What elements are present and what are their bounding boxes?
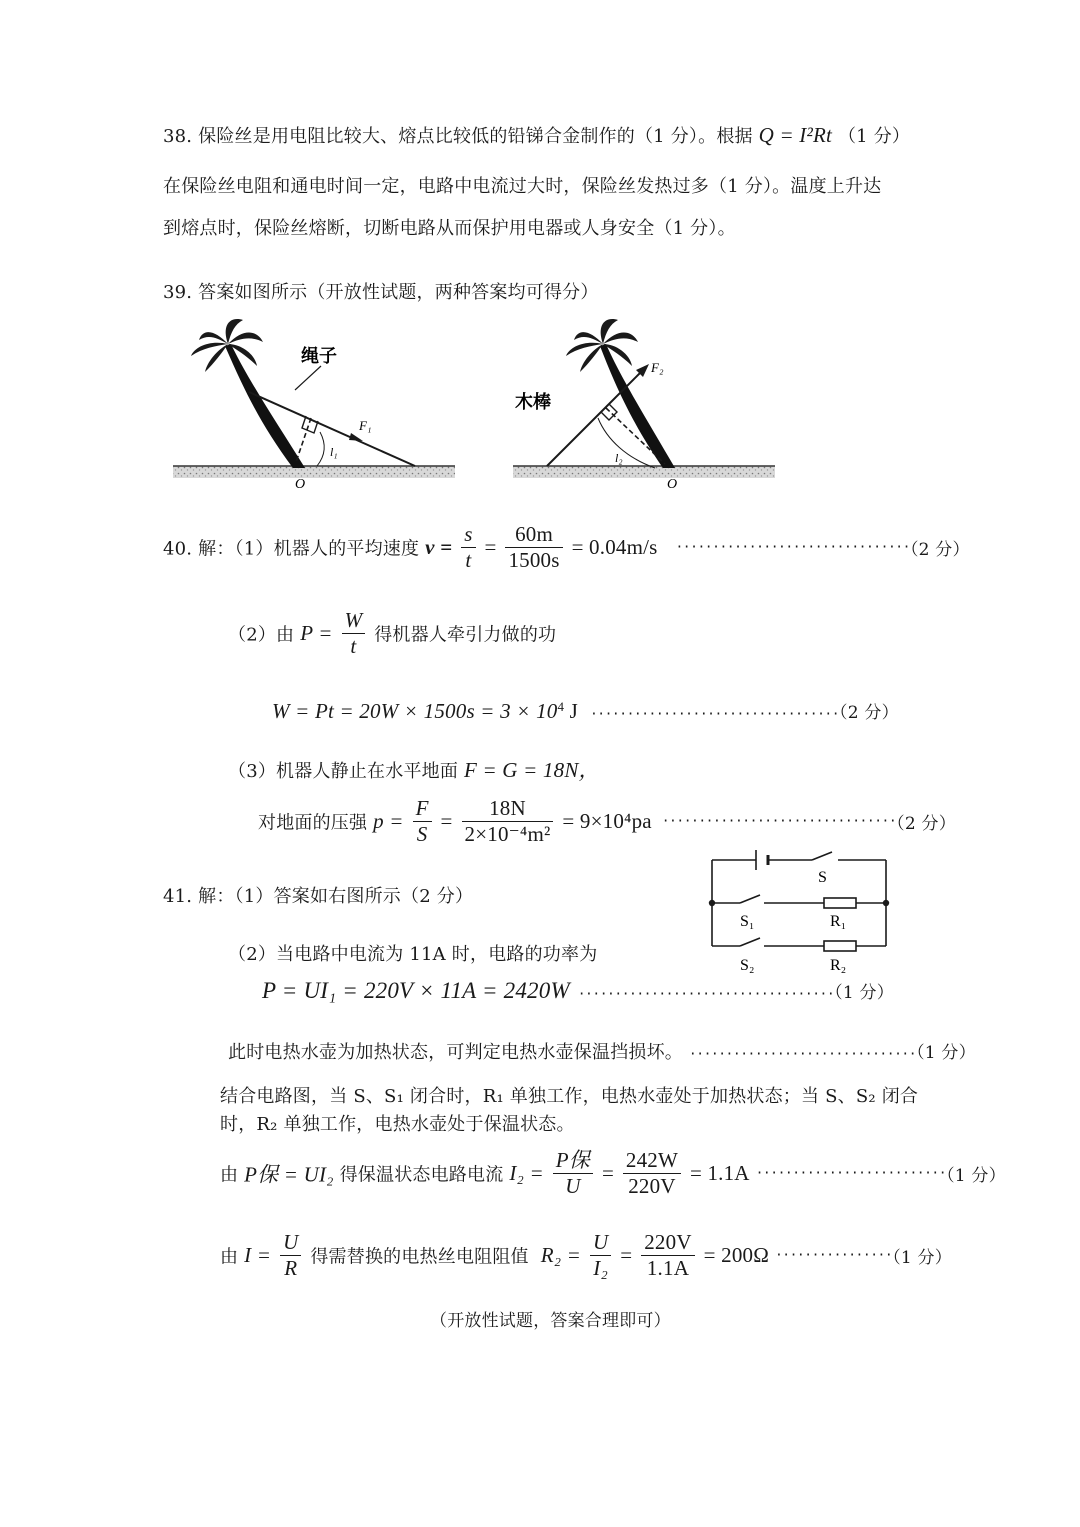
q40-work-equation: $W = Pt = 20W \times 1500s = 3 \times 10^4$ J ··································（2 分） — [272, 699, 899, 723]
label-l2: l₂ — [615, 451, 623, 465]
q39-header: 39. 答案如图所示（开放性试题，两种答案均可得分） — [163, 282, 599, 303]
label-f1: F₁ — [359, 418, 372, 433]
q40-part1: 40. 解：（1）机器人的平均速度 v = $\frac{s}{t}$ = $\frac{60m}{1500s}$ = 0.04m/s ································（2 分） — [163, 522, 970, 572]
q41-power-equation: P = UI₁ = 220V × 11A = 2420W ···································（1 分） — [262, 978, 894, 1003]
resistor-r2 — [824, 941, 856, 951]
label-l1: l₁ — [330, 445, 338, 459]
fraction-p-over-u: $\frac{\text{P保}}{U}$ — [553, 1148, 593, 1199]
stick-line — [547, 372, 641, 466]
q41-part1: 41. 解：（1）答案如右图所示（2 分） — [163, 886, 474, 907]
q41-part2: （2）当电路中电流为 11A 时，电路的功率为 — [228, 944, 598, 965]
fraction-f-over-s: $\frac{F}{S}$ — [413, 796, 432, 847]
fraction-u-over-i2: $\frac{U}{\text{I₂}}$ — [590, 1230, 611, 1281]
fraction-60m-over-1500s: $\frac{60m}{1500s}$ — [505, 522, 562, 573]
fraction-w-over-t: $\frac{W}{t}$ — [342, 608, 366, 659]
q41-resistance-equation: 由 I = $\frac{U}{R}$ 得需替换的电热丝电阻阻值 R₂ = $\frac{U}{\text{I₂}}$ = $\frac{220V}{1.1A}$ = 200Ω ················（1 分） — [220, 1230, 952, 1280]
label-switch-s2: S₂ — [740, 957, 755, 974]
circuit-diagram — [700, 846, 900, 978]
fraction-s-over-t: $\frac{s}{t}$ — [461, 522, 475, 573]
q41-current-equation: 由 P保 = UI₂ 得保温状态电路电流 I₂ = $\frac{\text{P保}}{U}$ = $\frac{242W}{220V}$ = 1.1A ··························（1 分） — [220, 1148, 1006, 1198]
label-pivot-o: O — [667, 477, 678, 492]
q40-pressure: 对地面的压强 p = $\frac{F}{S}$ = $\frac{18N}{\text{2×10⁻⁴m²}}$ = 9×10⁴pa ································（2 分） — [258, 796, 956, 846]
q38-formula: Q = I²Rt — [758, 123, 833, 147]
palm-tree-rope-diagram — [165, 310, 465, 495]
ground-1 — [173, 466, 455, 478]
q41-line5: 时，R₂ 单独工作，电热水壶处于保温状态。 — [220, 1114, 575, 1135]
label-switch-s: S — [818, 869, 827, 886]
label-switch-s1: S₁ — [740, 913, 755, 930]
palm-tree-stick-diagram — [505, 310, 785, 495]
fraction-242w-over-220v: $\frac{242W}{220V}$ — [623, 1148, 681, 1199]
label-resistor-r1: R₁ — [830, 913, 847, 930]
label-resistor-r2: R₂ — [830, 957, 847, 974]
q40-part3: （3）机器人静止在水平地面 F = G = 18N， — [228, 758, 600, 782]
fraction-u-over-r: $\frac{U}{R}$ — [280, 1230, 301, 1281]
tree-trunk-1 — [225, 344, 305, 468]
ground-2 — [513, 466, 775, 478]
q41-line4: 结合电路图，当 S、S₁ 闭合时，R₁ 单独工作，电热水壶处于加热状态；当 S、S₂ 闭合 — [220, 1086, 919, 1107]
footer-note: （开放性试题，答案合理即可） — [430, 1311, 671, 1331]
q40-part2: （2）由 P = $\frac{W}{t}$ 得机器人牵引力做的功 — [228, 608, 557, 658]
q38-line2: 在保险丝电阻和通电时间一定，电路中电流过大时，保险丝发热过多（1 分）。温度上升达 — [163, 176, 882, 197]
q38-line3: 到熔点时，保险丝熔断，切断电路从而保护用电器或人身安全（1 分）。 — [163, 218, 736, 239]
force-arrow-f1-icon — [349, 433, 363, 441]
label-pivot-o: O — [295, 477, 306, 492]
label-f2: F₂ — [651, 360, 664, 375]
resistor-r1 — [824, 898, 856, 908]
fraction-18n-over-area: $\frac{18N}{\text{2×10⁻⁴m²}}$ — [462, 796, 554, 847]
label-stick: 木棒 — [515, 392, 551, 412]
label-rope: 绳子 — [301, 346, 337, 366]
q41-line3: 此时电热水壶为加热状态，可判定电热水壶保温挡损坏。 ·······························（1 分） — [228, 1042, 976, 1063]
q38-line1: 38. 保险丝是用电阻比较大、熔点比较低的铅锑合金制作的（1 分）。根据 Q = I²Rt （1 分） — [163, 123, 911, 147]
fraction-220v-over-1.1a: $\frac{220V}{1.1A}$ — [641, 1230, 694, 1281]
